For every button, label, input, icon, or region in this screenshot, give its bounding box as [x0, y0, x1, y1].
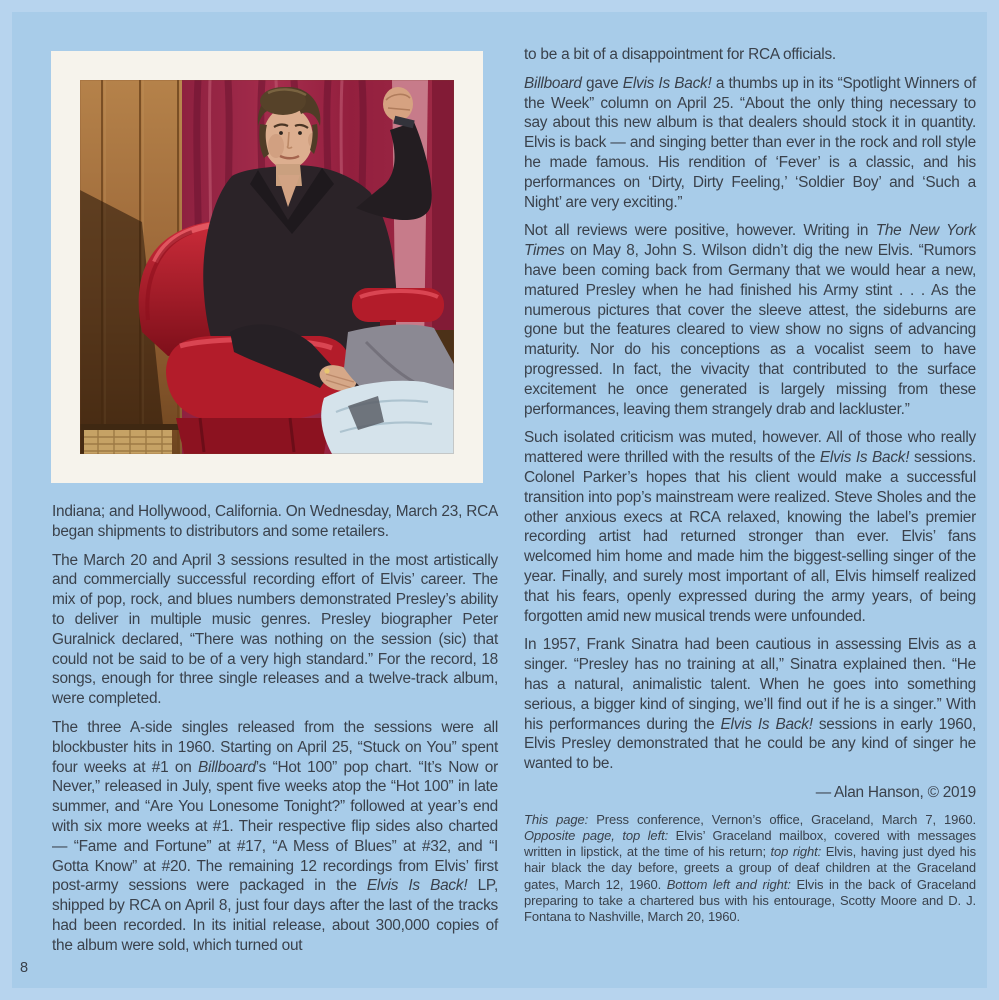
- body-paragraph: to be a bit of a disappointment for RCA officials.: [524, 46, 836, 63]
- body-paragraph: In 1957, Frank Sinatra had been cautious in assessing Elvis as a singer. “Presley has no training at all,” Sinatra explained then. “He has a natural, animalistic talent. When he goes into something serious, a bigger kind of singing, we’ll find out if he is a singer.” With his performances during the Elvis Is Back! sessions in early 1960, Elvis Presley demonstrated that he could be any kind of singer he wanted to be.: [524, 636, 976, 773]
- byline: — Alan Hanson, © 2019: [815, 783, 976, 801]
- body-paragraph: Not all reviews were positive, however. Writing in The New York Times on May 8, John S. Wilson didn’t dig the new Elvis. “Rumors have been coming back from Germany that we would hear a new, matured Presley when he had finished his Army stint . . . As the numerous pictures that cover the sleeve attest, the sideburns are gone but the features cleared to view show no signs of advancing maturity. Nor do his conceptions as a vocalist seem to have progressed. In fact, the vivacity that contributed to the surface excitement he once generated is largely missing from these performances, leaving them strangely drab and lackluster.”: [524, 222, 977, 418]
- body-paragraph: The three A-side singles released from the sessions were all blockbuster hits in 1960. Starting on April 25, “Stuck on You” spent four weeks at #1 on Billboard’s “Hot 100” pop chart. “It’s Now or Never,” released in July, spent five weeks atop the “Hot 100” in late summer, and “Are You Lonesome Tonight?” followed at year’s end with six more weeks at #1. Their respective flip sides also charted — “Fame and Fortune” at #17, “A Mess of Blues” at #32, and “I Gotta Know” at #20. The remaining 12 recordings from Elvis’ first post-army sessions were packaged in the Elvis Is Back! LP, shipped by RCA on April 8, just four days after the last of the tracks had been recorded. In its initial release, about 300,000 copies of the album were sold, which turned out: [52, 718, 498, 954]
- body-paragraph: Billboard gave Elvis Is Back! a thumbs up in its “Spotlight Winners of the Week” column on April 25. “About the only thing necessary to say about this new album is that dealers should stock it in quantity. Elvis is back — and singing better than ever in the rock and roll style he made famous. His rendition of ‘Fever’ is a classic, and his performances on ‘Dirty, Dirty Feeling,’ ‘Soldier Boy’ and ‘Such a Night’ are very exciting.”: [524, 74, 976, 211]
- elvis-press-conference-photo: [80, 80, 454, 454]
- right-column: [524, 45, 976, 934]
- page-background: [12, 12, 987, 988]
- page-number: 8: [20, 960, 29, 976]
- left-column: [52, 502, 498, 965]
- body-paragraph: Indiana; and Hollywood, California. On Wednesday, March 23, RCA began shipments to distributors and some retailers.: [52, 503, 498, 540]
- photo-frame: [51, 51, 483, 483]
- body-paragraph: Such isolated criticism was muted, however. All of those who really mattered were thrilled with the results of the Elvis Is Back! sessions. Colonel Parker’s hopes that his client would make a successful transition into pop’s mainstream were realized. Steve Sholes and the other anxious execs at RCA relaxed, knowing the label’s premier recording artist had returned stronger than ever. Elvis’ fans welcomed him home and made him the biggest-selling singer of the year. Finally, and surely most important of all, Elvis himself realized that his fears, openly expressed during the army years, of being forgotten amid new musical trends were unfounded.: [524, 429, 976, 625]
- body-paragraph: The March 20 and April 3 sessions resulted in the most artistically and commercially successful recording effort of Elvis’ career. The mix of pop, rock, and blues numbers demonstrated Presley’s ability to deliver in multiple music genres. Presley biographer Peter Guralnick declared, “There was nothing on the session (sic) that could not be said to be of a very high standard.” For the record, 18 songs, enough for three single releases and a twelve-track album, were completed.: [52, 551, 498, 708]
- photo-caption: This page: Press conference, Vernon’s office, Graceland, March 7, 1960. Opposite page, top left: Elvis’ Graceland mailbox, covered with messages written in lipstick, at the time of his return; top right: Elvis, having just dyed his hair black the day before, greets a group of deaf children at the Graceland gates, March 12, 1960. Bottom left and right: Elvis in the back of Graceland preparing to take a chartered bus with his entourage, Scotty Moore and D. J. Fontana to Nashville, March 20, 1960.: [524, 811, 976, 924]
